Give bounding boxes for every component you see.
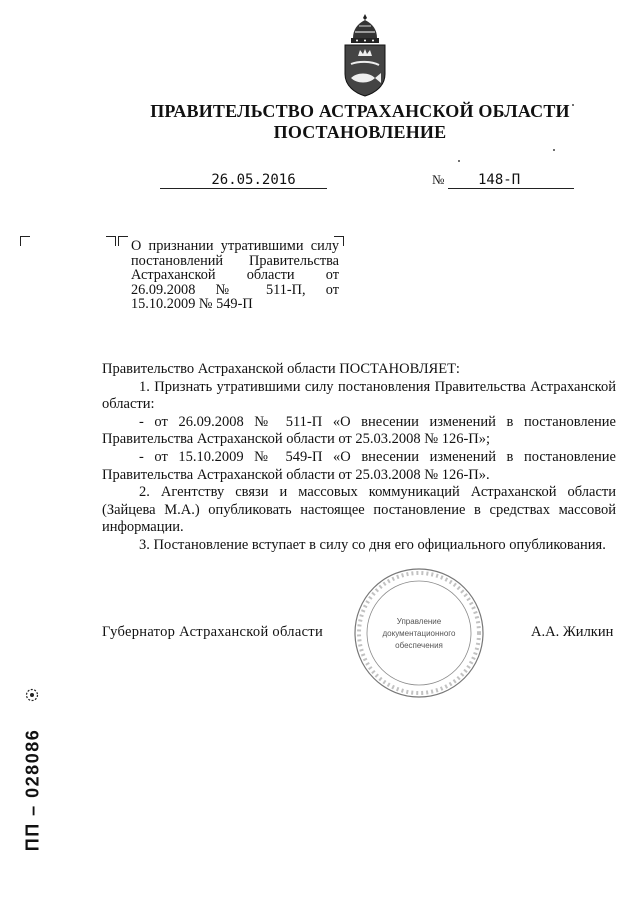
- document-body: [102, 361, 616, 555]
- margin-corner-mark: [20, 236, 30, 246]
- paragraph-1-item-a: - от 26.09.2008 № 511-П «О внесении изменений в постановление Правительства Астраханской области от 25.03.2008 № 126-П»;: [102, 413, 616, 448]
- coat-of-arms-emblem: [341, 12, 389, 98]
- subject-bracket-left-mark: [106, 236, 116, 246]
- document-type-title: ПОСТАНОВЛЕНИЕ: [273, 122, 447, 142]
- paragraph-1: 1. Признать утратившими силу постановления Правительства Астраханской области:: [102, 378, 616, 413]
- subject-bracket-left-mark-2: [118, 236, 128, 246]
- document-subject: О признании утратившими силу постановлений Правительства Астраханской области от 26.09.2008 № 511-П, от 15.10.2009 № 549-П: [131, 238, 339, 313]
- serial-number-text: ПП – 028086: [22, 728, 43, 852]
- svg-text:документационного: документационного: [382, 629, 456, 638]
- signatory-name: А.А. Жилкин: [531, 624, 614, 640]
- svg-text:обеспечения: обеспечения: [395, 641, 443, 650]
- svg-text:Управление: Управление: [396, 617, 442, 626]
- number-sign: №: [432, 172, 445, 187]
- serial-number-vertical: [18, 700, 48, 880]
- document-number: 148-П: [448, 172, 574, 189]
- scan-speck: [553, 149, 555, 151]
- signatory-position: Губернатор Астраханской области: [102, 624, 324, 640]
- document-date: 26.05.2016: [160, 172, 327, 189]
- intro-paragraph: Правительство Астраханской области ПОСТАНОВЛЯЕТ:: [102, 361, 460, 377]
- paragraph-2: 2. Агентству связи и массовых коммуникаций Астраханской области (Зайцева М.А.) опубликовать настоящее постановление в средствах массовой информации.: [102, 484, 616, 536]
- scan-speck: [458, 160, 460, 162]
- government-title: ПРАВИТЕЛЬСТВО АСТРАХАНСКОЙ ОБЛАСТИ: [150, 101, 570, 121]
- official-stamp: [352, 566, 486, 700]
- paragraph-3: 3. Постановление вступает в силу со дня его официального опубликования.: [139, 536, 606, 553]
- paragraph-1-item-b: - от 15.10.2009 № 549-П «О внесении изменений в постановление Правительства Астраханской области от 25.03.2008 № 126-П».: [102, 448, 616, 483]
- scan-speck: [572, 104, 574, 106]
